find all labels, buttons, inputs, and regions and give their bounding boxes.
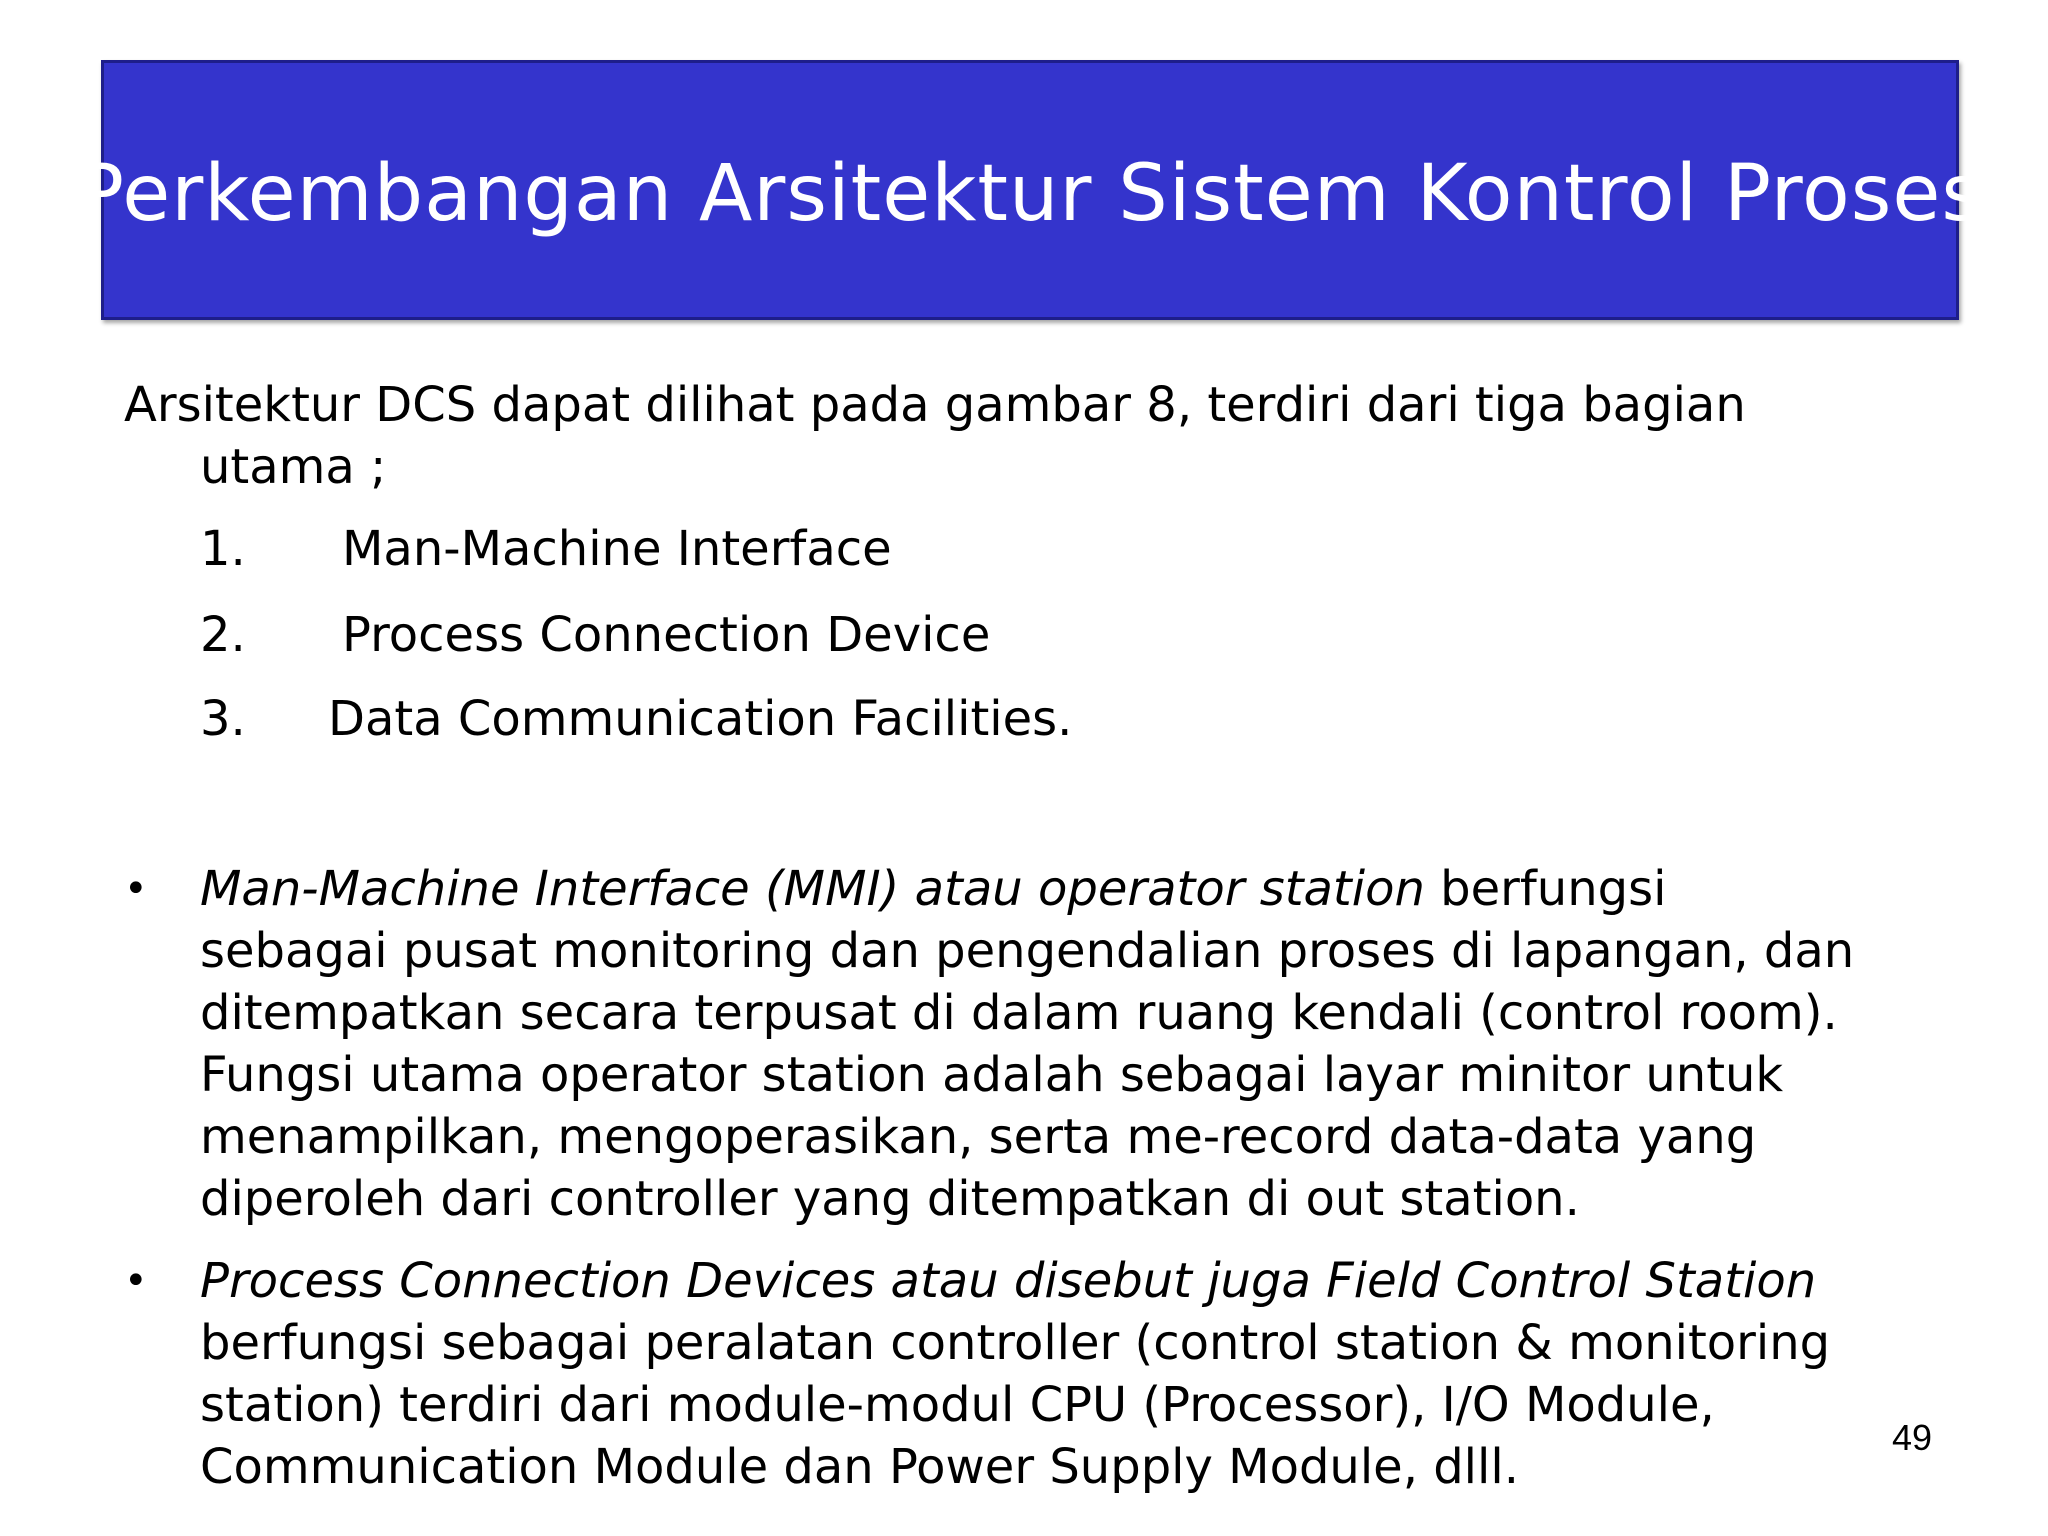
italic-term: Connection (399, 1253, 671, 1309)
bullet-word: (control (1134, 1315, 1320, 1371)
italic-term: operator (1037, 861, 1245, 917)
list-text: Process Connection Device (342, 607, 991, 663)
bullet-line: Communication Module dan Power Supply Module, dlll. (200, 1439, 1519, 1495)
slide-title: Perkembangan Arsitektur Sistem Kontrol Proses (76, 149, 1984, 239)
bullet-word: berfungsi (1440, 861, 1667, 917)
italic-term: station (1259, 861, 1425, 917)
list-number: 3. (200, 691, 246, 747)
list-number: 1. (200, 521, 246, 577)
list-item (200, 518, 892, 580)
italic-term: atau (890, 1253, 999, 1309)
bullet-word: & (1515, 1315, 1553, 1371)
italic-term: juga (1207, 1253, 1311, 1309)
bullet-paragraph-mmi (200, 858, 1912, 1230)
bullet-line (200, 1250, 1928, 1312)
italic-term: Control (1455, 1253, 1631, 1309)
italic-term: Devices (686, 1253, 876, 1309)
italic-term: Interface (534, 861, 750, 917)
list-number: 2. (200, 607, 246, 663)
bullet-marker: • (124, 1258, 148, 1304)
italic-term: Process (200, 1253, 384, 1309)
italic-term: Man-Machine (200, 861, 520, 917)
bullet-line: station) terdiri dari module-modul CPU (Processor), I/O Module, (200, 1377, 1715, 1433)
title-bar (76, 60, 1984, 320)
bullet-word: peralatan (644, 1315, 876, 1371)
italic-term: (MMI) (764, 861, 900, 917)
list-item (200, 604, 990, 666)
bullet-line: ditempatkan secara terpusat di dalam ruang kendali (control room). (200, 985, 1838, 1041)
bullet-word: monitoring (1568, 1315, 1831, 1371)
list-text: Data Communication Facilities. (328, 691, 1073, 747)
bullet-word: station (1334, 1315, 1501, 1371)
bullet-line: sebagai pusat monitoring dan pengendalian proses di lapangan, dan (200, 923, 1855, 979)
page-number: 49 (1891, 1417, 1932, 1458)
bullet-paragraph-pcd (200, 1250, 1928, 1498)
bullet-marker: • (124, 866, 148, 912)
bullet-line (200, 1312, 1912, 1374)
list-item (200, 688, 1072, 750)
bullet-line: Fungsi utama operator station adalah sebagai layar minitor untuk (200, 1047, 1784, 1103)
intro-line-1: Arsitektur DCS dapat dilihat pada gambar 8, terdiri dari tiga bagian (124, 377, 1746, 433)
bullet-word: controller (890, 1315, 1120, 1371)
italic-term: Station (1645, 1253, 1817, 1309)
bullet-word: berfungsi sebagai (200, 1315, 630, 1371)
bullet-line: diperoleh dari controller yang ditempatkan di out station. (200, 1171, 1580, 1227)
intro-line-2: utama ; (200, 439, 387, 495)
bullet-line: menampilkan, mengoperasikan, serta me-record data-data yang (200, 1109, 1757, 1165)
italic-term: Field (1326, 1253, 1441, 1309)
italic-term: disebut (1013, 1253, 1192, 1309)
list-text: Man-Machine Interface (342, 521, 892, 577)
italic-term: atau (914, 861, 1023, 917)
bullet-line (200, 858, 1912, 920)
